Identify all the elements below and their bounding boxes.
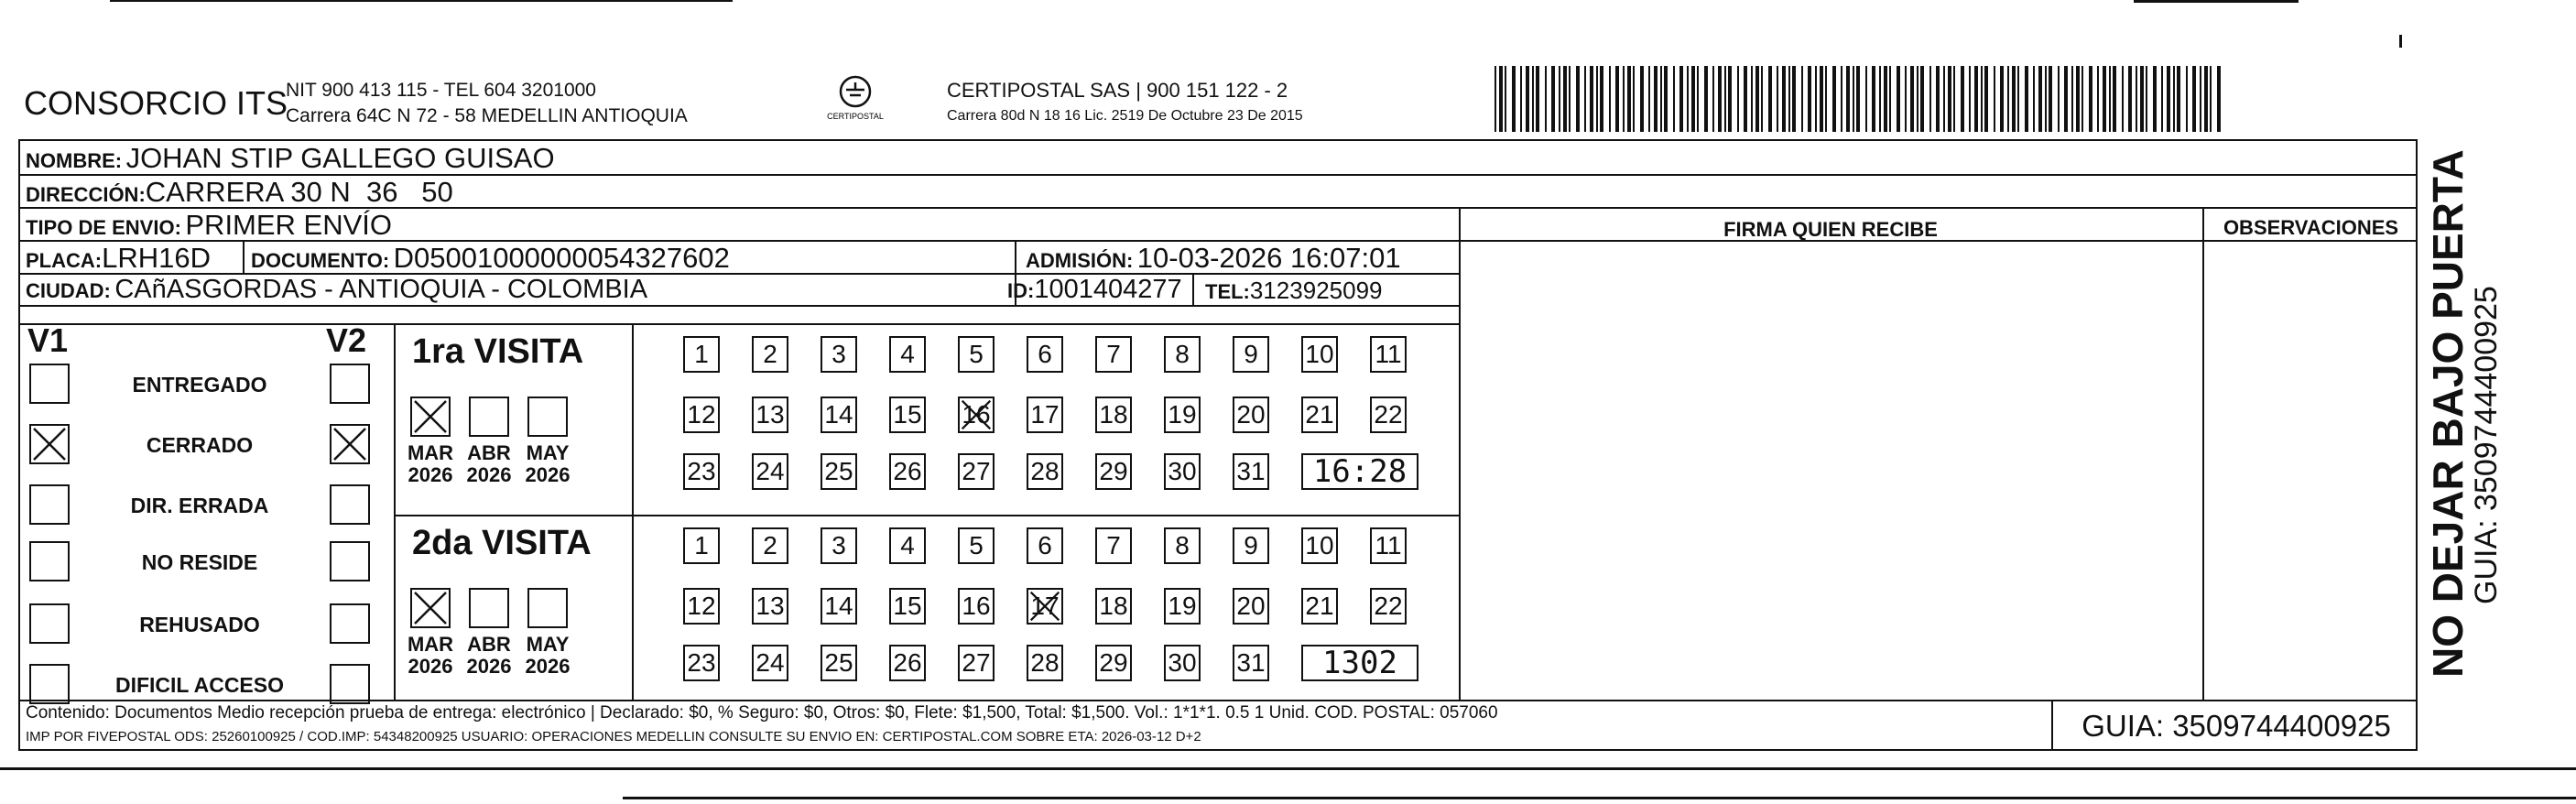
barcode-bar (1615, 66, 1619, 132)
tel-value: 3123925099 (1249, 277, 1383, 304)
placa-row (26, 242, 211, 275)
day-box[interactable]: 9 (1233, 527, 1269, 564)
day-box[interactable]: 8 (1164, 527, 1201, 564)
day-box[interactable]: 14 (821, 588, 857, 625)
day-box[interactable]: 15 (889, 588, 926, 625)
bottom-cut-line (0, 767, 2576, 770)
day-box[interactable]: 22 (1370, 588, 1407, 625)
month-year: 2026 (466, 463, 512, 486)
day-box[interactable]: 23 (683, 453, 720, 490)
day-box[interactable]: 6 (1027, 336, 1063, 373)
barcode-bar (1627, 66, 1631, 132)
month-name: MAR (407, 441, 454, 464)
v2-label: V2 (326, 321, 367, 359)
footer-guia: GUIA: 3509744400925 (2081, 709, 2391, 743)
barcode-bar (1576, 66, 1580, 132)
barcode (1495, 66, 2227, 132)
barcode-bar (1936, 66, 1940, 132)
admision-row (1026, 242, 1401, 275)
day-box[interactable]: 26 (889, 453, 926, 490)
day-box[interactable]: 6 (1027, 527, 1063, 564)
barcode-bar (1788, 66, 1790, 132)
barcode-bar (2167, 66, 2170, 132)
day-box[interactable]: 21 (1301, 588, 1338, 625)
barcode-bar (1545, 66, 1547, 132)
day-box[interactable]: 13 (752, 588, 788, 625)
barcode-bar (1712, 66, 1714, 132)
barcode-bar (1777, 66, 1778, 132)
day-box[interactable]: 12 (683, 397, 720, 433)
id-row (1007, 275, 1182, 305)
month-name: ABR (467, 633, 511, 656)
day-box[interactable]: 2 (752, 527, 788, 564)
month-checkbox[interactable] (410, 397, 451, 437)
barcode-bar (1559, 66, 1560, 132)
footer-print-info: IMP POR FIVEPOSTAL ODS: 25260100925 / COD.IMP: 54348200925 USUARIO: OPERACIONES MEDELLIN CONSULTE SU ENVIO EN: CERTIPOSTAL.COM SOBRE ETA: 2026-03-12 D+2 (26, 729, 1201, 744)
day-box[interactable]: 31 (1233, 645, 1269, 681)
month-year: 2026 (525, 655, 571, 678)
barcode-bar (2058, 66, 2060, 132)
col-line (2051, 700, 2053, 751)
barcode-bar (1505, 66, 1506, 132)
day-box[interactable]: 22 (1370, 397, 1407, 433)
carrier-name: CERTIPOSTAL SAS | 900 151 122 - 2 (947, 79, 1288, 102)
day-box[interactable]: 17 (1027, 397, 1063, 433)
barcode-bar (1905, 66, 1907, 132)
barcode-bar (1974, 66, 1978, 132)
visit-1 (394, 323, 1459, 515)
footer-content: Contenido: Documentos Medio recepción prueba de entrega: electrónico | Declarado: $0, % Seguro: $0, Otros: $0, Flete: $1,500, Total: $1,500. Vol.: 1*1*1. 0.5 1 Unid. COD. POSTAL: 057060 (26, 703, 1498, 723)
company-address: Carrera 64C N 72 - 58 MEDELLIN ANTIOQUIA (286, 105, 688, 126)
barcode-bar (2128, 66, 2132, 132)
month-year: 2026 (525, 463, 571, 486)
day-box[interactable]: 29 (1095, 645, 1132, 681)
v2-checkbox[interactable] (330, 364, 370, 404)
documento-row (251, 242, 730, 275)
v1-checkbox[interactable] (29, 603, 70, 644)
month-name: MAY (526, 633, 570, 656)
barcode-bar (1623, 66, 1625, 132)
documento-label: DOCUMENTO: (251, 249, 390, 272)
day-box[interactable]: 3 (821, 527, 857, 564)
barcode-bar (1536, 66, 1539, 132)
check-mark-icon (332, 426, 368, 462)
ciudad-label: CIUDAD: (26, 279, 111, 302)
barcode-bar (1526, 66, 1529, 132)
top-cut-line (2134, 0, 2299, 3)
col-line (243, 240, 245, 273)
barcode-bar (2012, 66, 2016, 132)
company-nit: NIT 900 413 115 - TEL 604 3201000 (286, 80, 596, 101)
tipo-row (26, 209, 392, 242)
barcode-bar (1633, 66, 1635, 132)
barcode-bar (1884, 66, 1887, 132)
barcode-bar (1897, 66, 1900, 132)
barcode-bar (1994, 66, 1995, 132)
barcode-bar (1782, 66, 1786, 132)
barcode-bar (1687, 66, 1689, 132)
barcode-bar (1856, 66, 1860, 132)
v2-checkbox[interactable] (330, 664, 370, 704)
day-box[interactable]: 4 (889, 336, 926, 373)
day-box[interactable]: 28 (1027, 645, 1063, 681)
day-box[interactable]: 4 (889, 527, 926, 564)
barcode-bar (1825, 66, 1827, 132)
barcode-bar (1917, 66, 1918, 132)
status-label: CERRADO (146, 433, 254, 457)
day-box[interactable]: 20 (1233, 588, 1269, 625)
day-box[interactable]: 12 (683, 588, 720, 625)
barcode-bar (1910, 66, 1914, 132)
barcode-bar (2025, 66, 2028, 132)
day-box[interactable]: 15 (889, 397, 926, 433)
handwritten-time[interactable]: 16:28 (1301, 453, 1418, 490)
barcode-bar (1808, 66, 1811, 132)
logo-text: CERTIPOSTAL (827, 112, 884, 121)
month-checkbox[interactable] (527, 397, 568, 437)
barcode-bar (2140, 66, 2144, 132)
top-cut-line (110, 0, 733, 2)
documento-value: D05001000000054327602 (393, 242, 730, 274)
bottom-cut-line (623, 797, 2576, 799)
barcode-bar (1755, 66, 1759, 132)
barcode-bar (1704, 66, 1708, 132)
barcode-bar (2210, 66, 2212, 132)
day-box[interactable]: 23 (683, 645, 720, 681)
barcode-bar (1737, 66, 1739, 132)
day-box[interactable]: 11 (1370, 527, 1407, 564)
day-box[interactable]: 16 (958, 397, 995, 433)
barcode-bar (1889, 66, 1891, 132)
barcode-bar (2045, 66, 2047, 132)
carrier-address: Carrera 80d N 18 16 Lic. 2519 De Octubre 23 De 2015 (947, 108, 1303, 124)
v2-checkbox[interactable] (330, 541, 370, 581)
v1-checkbox[interactable] (29, 541, 70, 581)
barcode-bar (1728, 66, 1732, 132)
barcode-bar (1815, 66, 1817, 132)
barcode-bar (1551, 66, 1555, 132)
check-mark-icon (412, 398, 449, 435)
direccion-row (26, 176, 453, 209)
barcode-bar (1879, 66, 1881, 132)
month-label (462, 442, 516, 486)
direccion-label: DIRECCIÓN: (26, 183, 146, 206)
day-box[interactable]: 24 (752, 645, 788, 681)
barcode-bar (2204, 66, 2208, 132)
day-box[interactable]: 31 (1233, 453, 1269, 490)
barcode-bar (1495, 66, 1496, 132)
month-year: 2026 (466, 655, 512, 678)
nombre-label: NOMBRE: (26, 149, 123, 172)
v1-checkbox[interactable] (29, 484, 70, 525)
day-box[interactable]: 26 (889, 645, 926, 681)
barcode-bar (1499, 66, 1503, 132)
barcode-bar (2064, 66, 2068, 132)
barcode-bar (1660, 66, 1662, 132)
day-box[interactable]: 10 (1301, 527, 1338, 564)
day-box[interactable]: 27 (958, 453, 995, 490)
barcode-bar (1761, 66, 1763, 132)
month-label (520, 634, 575, 678)
month-name: ABR (467, 441, 511, 464)
nombre-row (26, 142, 555, 175)
day-box[interactable]: 20 (1233, 397, 1269, 433)
day-box[interactable]: 5 (958, 527, 995, 564)
month-name: MAR (407, 633, 454, 656)
barcode-bar (2007, 66, 2009, 132)
tel-label: TEL: (1205, 280, 1250, 303)
month-checkbox[interactable] (410, 588, 451, 628)
placa-label: PLACA: (26, 249, 103, 272)
barcode-bar (2038, 66, 2042, 132)
side-warning: NO DEJAR BAJO PUERTA (2424, 149, 2472, 678)
barcode-bar (1532, 66, 1534, 132)
barcode-bar (2109, 66, 2111, 132)
barcode-bar (2217, 66, 2221, 132)
v1-checkbox[interactable] (29, 664, 70, 704)
barcode-bar (1724, 66, 1726, 132)
nombre-value: JOHAN STIP GALLEGO GUISAO (125, 142, 555, 174)
row-line (18, 700, 2418, 701)
barcode-bar (2122, 66, 2124, 132)
barcode-bar (1943, 66, 1945, 132)
day-box[interactable]: 27 (958, 645, 995, 681)
barcode-bar (1679, 66, 1683, 132)
barcode-bar (1953, 66, 1955, 132)
day-box[interactable]: 1 (683, 527, 720, 564)
barcode-bar (2192, 66, 2196, 132)
v1-checkbox[interactable] (29, 424, 70, 464)
tipo-value: PRIMER ENVÍO (185, 209, 393, 241)
signature-area[interactable] (1461, 242, 2201, 698)
barcode-bar (1792, 66, 1796, 132)
day-box[interactable]: 19 (1164, 397, 1201, 433)
barcode-bar (1590, 66, 1593, 132)
month-checkbox[interactable] (469, 588, 509, 628)
barcode-bar (1846, 66, 1850, 132)
barcode-bar (1512, 66, 1516, 132)
barcode-bar (1984, 66, 1988, 132)
v2-checkbox[interactable] (330, 424, 370, 464)
barcode-bar (2081, 66, 2083, 132)
barcode-bar (2076, 66, 2080, 132)
barcode-bar (1961, 66, 1964, 132)
month-checkbox[interactable] (527, 588, 568, 628)
ciudad-value: CAñASGORDAS - ANTIOQUIA - COLOMBIA (114, 275, 648, 304)
direccion-value: CARRERA 30 N 36 50 (145, 176, 453, 208)
day-box[interactable]: 2 (752, 336, 788, 373)
barcode-bar (1520, 66, 1522, 132)
firma-header: FIRMA QUIEN RECIBE (1723, 218, 1938, 241)
barcode-bar (1673, 66, 1675, 132)
check-mark-icon (1028, 590, 1061, 623)
day-box[interactable]: 30 (1164, 453, 1201, 490)
barcode-bar (1948, 66, 1951, 132)
v2-checkbox[interactable] (330, 603, 370, 644)
barcode-bar (1596, 66, 1598, 132)
status-label: NO RESIDE (141, 550, 258, 574)
barcode-bar (1832, 66, 1836, 132)
barcode-bar (2173, 66, 2175, 132)
day-box[interactable]: 10 (1301, 336, 1338, 373)
barcode-bar (2146, 66, 2147, 132)
barcode-bar (1664, 66, 1668, 132)
barcode-bar (2033, 66, 2035, 132)
day-box[interactable]: 7 (1095, 527, 1132, 564)
visit-title: 2da VISITA (412, 524, 592, 562)
day-box[interactable]: 19 (1164, 588, 1201, 625)
barcode-bar (2089, 66, 2092, 132)
barcode-bar (1841, 66, 1842, 132)
day-box[interactable]: 25 (821, 645, 857, 681)
certipostal-logo (810, 73, 901, 128)
month-label (520, 442, 575, 486)
day-box[interactable]: 7 (1095, 336, 1132, 373)
barcode-bar (1872, 66, 1875, 132)
barcode-bar (1569, 66, 1571, 132)
day-box[interactable]: 17 (1027, 588, 1063, 625)
status-label: ENTREGADO (132, 373, 267, 397)
day-box[interactable]: 28 (1027, 453, 1063, 490)
barcode-bar (1600, 66, 1603, 132)
barcode-bar (1981, 66, 1983, 132)
barcode-bar (1718, 66, 1722, 132)
id-value: 1001404277 (1034, 275, 1182, 304)
barcode-bar (1751, 66, 1753, 132)
barcode-bar (1609, 66, 1611, 132)
barcode-bar (2136, 66, 2137, 132)
status-label: REHUSADO (139, 613, 260, 636)
barcode-bar (1563, 66, 1567, 132)
check-mark-icon (960, 398, 993, 431)
admision-value: 10-03-2026 16:07:01 (1136, 242, 1401, 274)
tipo-label: TIPO DE ENVIO: (26, 216, 181, 239)
day-box[interactable]: 29 (1095, 453, 1132, 490)
day-box[interactable]: 21 (1301, 397, 1338, 433)
id-label: ID: (1007, 279, 1035, 302)
barcode-bar (2177, 66, 2180, 132)
handwritten-time[interactable]: 1302 (1301, 645, 1418, 681)
observaciones-area[interactable] (2204, 242, 2416, 698)
barcode-bar (1865, 66, 1867, 132)
barcode-bar (2097, 66, 2099, 132)
status-section (18, 305, 394, 700)
month-name: MAY (526, 441, 570, 464)
v1-label: V1 (27, 321, 69, 359)
barcode-bar (1853, 66, 1854, 132)
day-box[interactable]: 18 (1095, 397, 1132, 433)
barcode-bar (1584, 66, 1586, 132)
barcode-bar (1820, 66, 1823, 132)
day-box[interactable]: 8 (1164, 336, 1201, 373)
day-box[interactable]: 13 (752, 397, 788, 433)
month-checkbox[interactable] (469, 397, 509, 437)
day-box[interactable]: 14 (821, 397, 857, 433)
check-mark-icon (412, 590, 449, 626)
barcode-bar (2186, 66, 2188, 132)
barcode-bar (1920, 66, 1924, 132)
observaciones-header: OBSERVACIONES (2223, 216, 2399, 239)
visit-2 (394, 515, 1459, 700)
day-box[interactable]: 25 (821, 453, 857, 490)
month-label (403, 634, 458, 678)
month-label (403, 442, 458, 486)
month-year: 2026 (408, 463, 453, 486)
day-box[interactable]: 18 (1095, 588, 1132, 625)
barcode-bar (1648, 66, 1650, 132)
company-name: CONSORCIO ITS (24, 84, 288, 122)
ciudad-row (26, 275, 647, 305)
barcode-bar (2071, 66, 2073, 132)
barcode-bar (1654, 66, 1658, 132)
barcode-bar (2000, 66, 2004, 132)
barcode-bar (1801, 66, 1803, 132)
barcode-bar (1768, 66, 1772, 132)
day-box[interactable]: 5 (958, 336, 995, 373)
barcode-bar (2161, 66, 2163, 132)
day-box[interactable]: 9 (1233, 336, 1269, 373)
month-label (462, 634, 516, 678)
v2-checkbox[interactable] (330, 484, 370, 525)
v1-checkbox[interactable] (29, 364, 70, 404)
barcode-bar (1691, 66, 1695, 132)
tel-row (1205, 277, 1383, 305)
barcode-bar (2153, 66, 2157, 132)
month-year: 2026 (408, 655, 453, 678)
day-box[interactable]: 16 (958, 588, 995, 625)
barcode-bar (2017, 66, 2019, 132)
barcode-bar (1697, 66, 1699, 132)
barcode-bar (1929, 66, 1931, 132)
check-mark-icon (31, 426, 68, 462)
barcode-bar (2113, 66, 2116, 132)
barcode-bar (1969, 66, 1971, 132)
barcode-bar (2200, 66, 2201, 132)
mark (2399, 35, 2402, 48)
col-line (1192, 273, 1194, 305)
status-label: DIFICIL ACCESO (114, 673, 284, 697)
barcode-bar (2103, 66, 2106, 132)
status-label: DIR. ERRADA (130, 494, 269, 517)
day-box[interactable]: 1 (683, 336, 720, 373)
day-box[interactable]: 30 (1164, 645, 1201, 681)
placa-value: LRH16D (102, 242, 211, 274)
side-guia: GUIA: 3509744400925 (2469, 286, 2504, 604)
barcode-bar (1744, 66, 1747, 132)
admision-label: ADMISIÓN: (1026, 249, 1134, 272)
day-box[interactable]: 11 (1370, 336, 1407, 373)
day-box[interactable]: 3 (821, 336, 857, 373)
visit-title: 1ra VISITA (412, 332, 584, 371)
day-box[interactable]: 24 (752, 453, 788, 490)
barcode-bar (2049, 66, 2052, 132)
barcode-bar (1640, 66, 1644, 132)
